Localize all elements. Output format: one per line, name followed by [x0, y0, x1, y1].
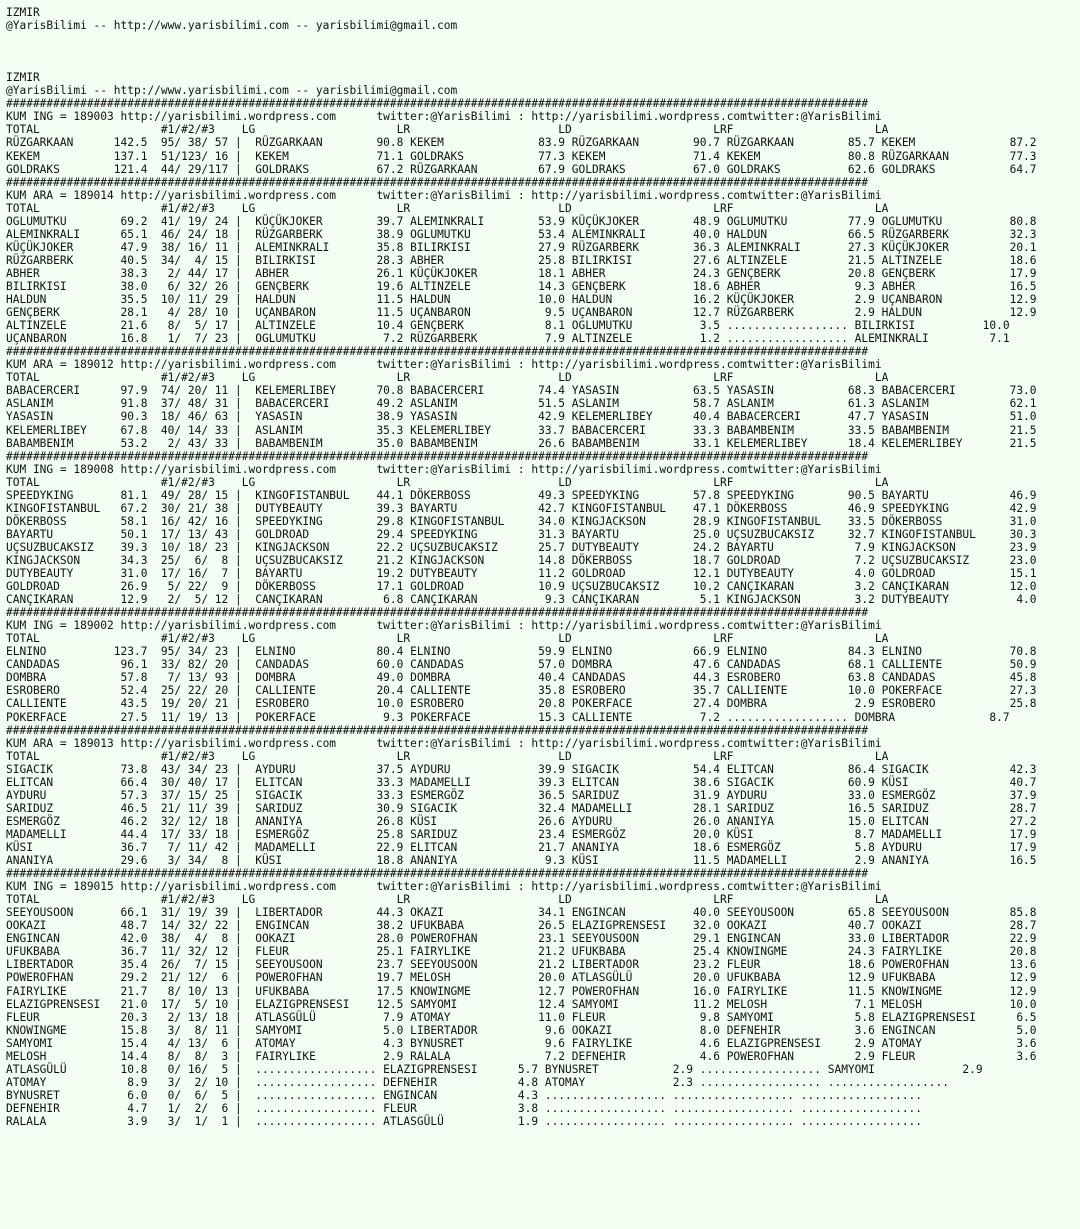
block-title-3: KUM ING = 189008 http://yarisbilimi.wordpress.com twitter:@YarisBilimi : http://yarisbilimi.wordpress.comtwitter:@YarisBilimi: [6, 462, 882, 476]
block-separator: ################################################################################################################################: [6, 449, 869, 463]
spacer-2: [6, 45, 1076, 58]
block-row: BILIRKISI 38.0 6/ 32/ 26 | GENÇBERK 19.6 ALTINZELE 14.3 GENÇBERK 18.6 ABHER 9.3 ABHER 16.5: [6, 279, 1037, 293]
block-row: HALDUN 35.5 10/ 11/ 29 | HALDUN 11.5 HALDUN 10.0 HALDUN 16.2 KÜÇÜKJOKER 2.9 UÇANBARON 12.9: [6, 293, 1037, 307]
block-row: BAYARTU 50.1 17/ 13/ 43 | GOLDROAD 29.4 SPEEDYKING 31.3 BAYARTU 25.0 UÇSUZBUCAKSIZ 32.7 KINGOFISTANBUL 30.3: [6, 527, 1037, 541]
block-row: OGLUMUTKU 69.2 41/ 19/ 24 | KÜÇÜKJOKER 39.7 ALEMINKRALI 53.9 KÜÇÜKJOKER 48.9 OGLUMUTKU 77.9 OGLUMUTKU 80.8: [6, 214, 1037, 228]
block-row: POWEROFHAN 29.2 21/ 12/ 6 | POWEROFHAN 19.7 MELOSH 20.0 ATLASGÜLÜ 20.0 UFUKBABA 12.9 UFUKBABA 12.9: [6, 971, 1037, 985]
block-title-6: KUM ING = 189015 http://yarisbilimi.wordpress.com twitter:@YarisBilimi : http://yarisbilimi.wordpress.comtwitter:@YarisBilimi: [6, 880, 882, 894]
block-separator: ################################################################################################################################: [6, 345, 869, 359]
block-row: MELOSH 14.4 8/ 8/ 3 | FAIRYLIKE 2.9 RALALA 7.2 DEFNEHIR 4.6 POWEROFHAN 2.9 FLEUR 3.6: [6, 1049, 1037, 1063]
block-row: RALALA 3.9 3/ 1/ 1 | .................. ATLASGÜLÜ 1.9 .................. .................. ..................: [6, 1114, 923, 1128]
block-columns-1: TOTAL #1/#2/#3 LG LR LD LRF LA: [6, 201, 889, 215]
header-city-top: IZMIR: [6, 6, 40, 19]
block-row: DOMBRA 57.8 7/ 13/ 93 | DOMBRA 49.0 DOMBRA 40.4 CANDADAS 44.3 ESROBERO 63.8 CANDADAS 45.8: [6, 671, 1037, 685]
block-row: AYDURU 57.3 37/ 15/ 25 | SIGACIK 33.3 ESMERGÖZ 36.5 SARIDUZ 31.9 AYDURU 33.0 ESMERGÖZ 37.9: [6, 788, 1037, 802]
block-row: BABAMBENIM 53.2 2/ 43/ 33 | BABAMBENIM 35.0 BABAMBENIM 26.6 BABAMBENIM 33.1 KELEMERLIBEY 18.4 KELEMERLIBEY 21.5: [6, 436, 1037, 450]
block-row: ALTINZELE 21.6 8/ 5/ 17 | ALTINZELE 10.4 GENÇBERK 8.1 OGLUMUTKU 3.5 .................. BILIRKISI 10.0: [6, 319, 1010, 333]
block-row: ALEMINKRALI 65.1 46/ 24/ 18 | RÜZGARBERK 38.9 OGLUMUTKU 53.4 ALEMINKRALI 40.0 HALDUN 66.5 RÜZGARBERK 32.3: [6, 227, 1037, 241]
block-row: RÜZGARKAAN 142.5 95/ 38/ 57 | RÜZGARKAAN 90.8 KEKEM 83.9 RÜZGARKAAN 90.7 RÜZGARKAAN 85.7 KEKEM 87.2: [6, 136, 1037, 150]
header-contact-top: @YarisBilimi -- http://www.yarisbilimi.com -- yarisbilimi@gmail.com: [6, 19, 458, 33]
race-blocks: [6, 97, 1076, 1128]
block-columns-6: TOTAL #1/#2/#3 LG LR LD LRF LA: [6, 893, 889, 907]
block-row: UFUKBABA 36.7 11/ 32/ 12 | FLEUR 25.1 FAIRYLIKE 21.2 UFUKBABA 25.4 KNOWINGME 24.3 FAIRYLIKE 20.8: [6, 945, 1037, 959]
block-row: KÜÇÜKJOKER 47.9 38/ 16/ 11 | ALEMINKRALI 35.8 BILIRKISI 27.9 RÜZGARBERK 36.3 ALEMINKRALI 27.3 KÜÇÜKJOKER 20.1: [6, 240, 1037, 254]
block-row: ELITCAN 66.4 30/ 40/ 17 | ELITCAN 33.3 MADAMELLI 39.3 ELITCAN 38.6 SIGACIK 60.9 KÜSI 40.7: [6, 775, 1037, 789]
block-row: KNOWINGME 15.8 3/ 8/ 11 | SAMYOMI 5.0 LIBERTADOR 9.6 OOKAZI 8.0 DEFNEHIR 3.6 ENGINCAN 5.0: [6, 1023, 1037, 1037]
block-row: BABACERCERI 97.9 74/ 20/ 11 | KELEMERLIBEY 70.8 BABACERCERI 74.4 YASASIN 63.5 YASASIN 68.3 BABACERCERI 73.0: [6, 384, 1037, 398]
block-row: ELNINO 123.7 95/ 34/ 23 | ELNINO 80.4 ELNINO 59.9 ELNINO 66.9 ELNINO 84.3 ELNINO 70.8: [6, 645, 1037, 659]
block-row: SARIDUZ 46.5 21/ 11/ 39 | SARIDUZ 30.9 SIGACIK 32.4 MADAMELLI 28.1 SARIDUZ 16.5 SARIDUZ 28.7: [6, 801, 1037, 815]
block-row: CALLIENTE 43.5 19/ 20/ 21 | ESROBERO 10.0 ESROBERO 20.8 POKERFACE 27.4 DOMBRA 2.9 ESROBERO 25.8: [6, 697, 1037, 711]
block-row: ATOMAY 8.9 3/ 2/ 10 | .................. DEFNEHIR 4.8 ATOMAY 2.3 .................. ..................: [6, 1075, 949, 1089]
block-row: UÇSUZBUCAKSIZ 39.3 10/ 18/ 23 | KINGJACKSON 22.2 UÇSUZBUCAKSIZ 25.7 DUTYBEAUTY 24.2 BAYARTU 7.9 KINGJACKSON 23.9: [6, 540, 1037, 554]
block-row: KÜSI 36.7 7/ 11/ 42 | MADAMELLI 22.9 ELITCAN 21.7 ANANIYA 18.6 ESMERGÖZ 5.8 AYDURU 17.9: [6, 841, 1037, 854]
block-row: SPEEDYKING 81.1 49/ 28/ 15 | KINGOFISTANBUL 44.1 DÖKERBOSS 49.3 SPEEDYKING 57.8 SPEEDYKING 90.5 BAYARTU 46.9: [6, 488, 1037, 502]
block-title-4: KUM ING = 189002 http://yarisbilimi.wordpress.com twitter:@YarisBilimi : http://yarisbilimi.wordpress.comtwitter:@YarisBilimi: [6, 619, 882, 633]
block-columns-2: TOTAL #1/#2/#3 LG LR LD LRF LA: [6, 371, 889, 385]
block-separator: ################################################################################################################################: [6, 723, 869, 737]
block-row: CANÇIKARAN 12.9 2/ 5/ 12 | CANÇIKARAN 6.8 CANÇIKARAN 9.3 CANÇIKARAN 5.1 KINGJACKSON 3.2 DUTYBEAUTY 4.0: [6, 593, 1037, 607]
block-row: SEEYOUSOON 66.1 31/ 19/ 39 | LIBERTADOR 44.3 OKAZI 34.1 ENGINCAN 40.0 SEEYOUSOON 65.8 SEEYOUSOON 85.8: [6, 906, 1037, 920]
block-columns-5: TOTAL #1/#2/#3 LG LR LD LRF LA: [6, 749, 889, 763]
block-row: GOLDRAKS 121.4 44/ 29/117 | GOLDRAKS 67.2 RÜZGARKAAN 67.9 GOLDRAKS 67.0 GOLDRAKS 62.6 GOLDRAKS 64.7: [6, 162, 1037, 176]
block-separator: ################################################################################################################################: [6, 97, 869, 111]
block-title-1: KUM ARA = 189014 http://yarisbilimi.wordpress.com twitter:@YarisBilimi : http://yarisbilimi.wordpress.comtwitter:@YarisBilimi: [6, 188, 882, 202]
block-row: KINGOFISTANBUL 67.2 30/ 21/ 38 | DUTYBEAUTY 39.3 BAYARTU 42.7 KINGOFISTANBUL 47.1 DÖKERBOSS 46.9 SPEEDYKING 42.9: [6, 501, 1037, 515]
block-row: ANANIYA 29.6 3/ 34/ 8 | KÜSI 18.8 ANANIYA 9.3 KÜSI 11.5 MADAMELLI 2.9 ANANIYA 16.5: [6, 854, 1037, 868]
block-row: GOLDROAD 26.9 5/ 22/ 9 | DÖKERBOSS 17.1 GOLDROAD 10.9 UÇSUZBUCAKSIZ 10.2 CANÇIKARAN 3.2 CANÇIKARAN 12.0: [6, 580, 1037, 594]
block-row: SAMYOMI 15.4 4/ 13/ 6 | ATOMAY 4.3 BYNUSRET 9.6 FAIRYLIKE 4.6 ELAZIGPRENSESI 2.9 ATOMAY 3.6: [6, 1036, 1037, 1050]
block-row: KINGJACKSON 34.3 25/ 6/ 8 | UÇSUZBUCAKSIZ 21.2 KINGJACKSON 14.8 DÖKERBOSS 18.7 GOLDROAD 7.2 UÇSUZBUCAKSIZ 23.0: [6, 553, 1037, 567]
block-title-5: KUM ARA = 189013 http://yarisbilimi.wordpress.com twitter:@YarisBilimi : http://yarisbilimi.wordpress.comtwitter:@YarisBilimi: [6, 736, 882, 750]
block-row: ELAZIGPRENSESI 21.0 17/ 5/ 10 | ELAZIGPRENSESI 12.5 SAMYOMI 12.4 SAMYOMI 11.2 MELOSH 7.1 MELOSH 10.0: [6, 997, 1037, 1011]
block-title-0: KUM ING = 189003 http://yarisbilimi.wordpress.com twitter:@YarisBilimi : http://yarisbilimi.wordpress.comtwitter:@YarisBilimi: [6, 110, 882, 124]
spacer-3: [6, 58, 1076, 71]
block-row: MADAMELLI 44.4 17/ 33/ 18 | ESMERGÖZ 25.8 SARIDUZ 23.4 ESMERGÖZ 20.0 KÜSI 8.7 MADAMELLI 17.9: [6, 827, 1037, 841]
block-columns-3: TOTAL #1/#2/#3 LG LR LD LRF LA: [6, 475, 889, 489]
block-separator: ################################################################################################################################: [6, 606, 869, 620]
block-row: ABHER 38.3 2/ 44/ 17 | ABHER 26.1 KÜÇÜKJOKER 18.1 ABHER 24.3 GENÇBERK 20.8 GENÇBERK 17.9: [6, 266, 1037, 280]
block-row: LIBERTADOR 35.4 26/ 7/ 15 | SEEYOUSOON 23.7 SEEYOUSOON 21.2 LIBERTADOR 23.2 FLEUR 18.6 POWEROFHAN 13.6: [6, 958, 1037, 972]
block-separator: ################################################################################################################################: [6, 175, 869, 189]
block-columns-4: TOTAL #1/#2/#3 LG LR LD LRF LA: [6, 632, 889, 646]
block-row: DÖKERBOSS 58.1 16/ 42/ 16 | SPEEDYKING 29.8 KINGOFISTANBUL 34.0 KINGJACKSON 28.9 KINGOFISTANBUL 33.5 DÖKERBOSS 31.0: [6, 514, 1037, 528]
block-row: ATLASGÜLÜ 10.8 0/ 16/ 5 | .................. ELAZIGPRENSESI 5.7 BYNUSRET 2.9 .................. SAMYOMI 2.9: [6, 1062, 983, 1076]
block-row: KEKEM 137.1 51/123/ 16 | KEKEM 71.1 GOLDRAKS 77.3 KEKEM 71.4 KEKEM 80.8 RÜZGARKAAN 77.3: [6, 149, 1037, 163]
block-row: ENGINCAN 42.0 38/ 4/ 8 | OOKAZI 28.0 POWEROFHAN 23.1 SEEYOUSOON 29.1 ENGINCAN 33.0 LIBERTADOR 22.9: [6, 932, 1037, 946]
block-row: KELEMERLIBEY 67.8 40/ 14/ 33 | ASLANIM 35.3 KELEMERLIBEY 33.7 BABACERCERI 33.3 BABAMBENIM 33.5 BABAMBENIM 21.5: [6, 423, 1037, 437]
block-row: POKERFACE 27.5 11/ 19/ 13 | POKERFACE 9.3 POKERFACE 15.3 CALLIENTE 7.2 .................. DOMBRA 8.7: [6, 710, 1010, 724]
block-row: ESROBERO 52.4 25/ 22/ 20 | CALLIENTE 20.4 CALLIENTE 35.8 ESROBERO 35.7 CALLIENTE 10.0 POKERFACE 27.3: [6, 684, 1037, 698]
block-row: FLEUR 20.3 2/ 13/ 18 | ATLASGÜLÜ 7.9 ATOMAY 11.0 FLEUR 9.8 SAMYOMI 5.8 ELAZIGPRENSESI 6.5: [6, 1010, 1037, 1024]
block-row: YASASIN 90.3 18/ 46/ 63 | YASASIN 38.9 YASASIN 42.9 KELEMERLIBEY 40.4 BABACERCERI 47.7 YASASIN 51.0: [6, 410, 1037, 424]
block-separator: ################################################################################################################################: [6, 867, 869, 881]
block-row: SIGACIK 73.8 43/ 34/ 23 | AYDURU 37.5 AYDURU 39.9 SIGACIK 54.4 ELITCAN 86.4 SIGACIK 42.3: [6, 762, 1037, 776]
header-city-second: IZMIR: [6, 71, 40, 85]
block-row: BYNUSRET 6.0 0/ 6/ 5 | .................. ENGINCAN 4.3 .................. .................. ..................: [6, 1088, 923, 1102]
block-row: GENÇBERK 28.1 4/ 28/ 10 | UÇANBARON 11.5 UÇANBARON 9.5 UÇANBARON 12.7 RÜZGARBERK 2.9 HALDUN 12.9: [6, 306, 1037, 320]
block-row: ASLANIM 91.8 37/ 48/ 31 | BABACERCERI 49.2 ASLANIM 51.5 ASLANIM 58.7 ASLANIM 61.3 ASLANIM 62.1: [6, 397, 1037, 411]
block-columns-0: TOTAL #1/#2/#3 LG LR LD LRF LA: [6, 123, 889, 137]
header-contact-second: @YarisBilimi -- http://www.yarisbilimi.com -- yarisbilimi@gmail.com: [6, 84, 458, 98]
block-row: FAIRYLIKE 21.7 8/ 10/ 13 | UFUKBABA 17.5 KNOWINGME 12.7 POWEROFHAN 16.0 FAIRYLIKE 11.5 KNOWINGME 12.9: [6, 984, 1037, 998]
block-row: DEFNEHIR 4.7 1/ 2/ 6 | .................. FLEUR 3.8 .................. .................. ..................: [6, 1101, 923, 1115]
block-row: CANDADAS 96.1 33/ 82/ 20 | CANDADAS 60.0 CANDADAS 57.0 DOMBRA 47.6 CANDADAS 68.1 CALLIENTE 50.9: [6, 658, 1037, 672]
spacer-1: [6, 32, 1076, 45]
block-row: ESMERGÖZ 46.2 32/ 12/ 18 | ANANIYA 26.8 KÜSI 26.6 AYDURU 26.0 ANANIYA 15.0 ELITCAN 27.2: [6, 814, 1037, 828]
block-row: OOKAZI 48.7 14/ 32/ 22 | ENGINCAN 38.2 UFUKBABA 26.5 ELAZIGPRENSESI 32.0 OOKAZI 40.7 OOKAZI 28.7: [6, 919, 1037, 933]
block-title-2: KUM ARA = 189012 http://yarisbilimi.wordpress.com twitter:@YarisBilimi : http://yarisbilimi.wordpress.comtwitter:@YarisBilimi: [6, 358, 882, 372]
block-row: DUTYBEAUTY 31.0 17/ 16/ 7 | BAYARTU 19.2 DUTYBEAUTY 11.2 GOLDROAD 12.1 DUTYBEAUTY 4.0 GOLDROAD 15.1: [6, 567, 1037, 581]
block-row: RÜZGARBERK 40.5 34/ 4/ 15 | BILIRKISI 28.3 ABHER 25.8 BILIRKISI 27.6 ALTINZELE 21.5 ALTINZELE 18.6: [6, 253, 1037, 267]
block-row: UÇANBARON 16.8 1/ 7/ 23 | OGLUMUTKU 7.2 RÜZGARBERK 7.9 ALTINZELE 1.2 .................. ALEMINKRALI 7.1: [6, 332, 1010, 346]
